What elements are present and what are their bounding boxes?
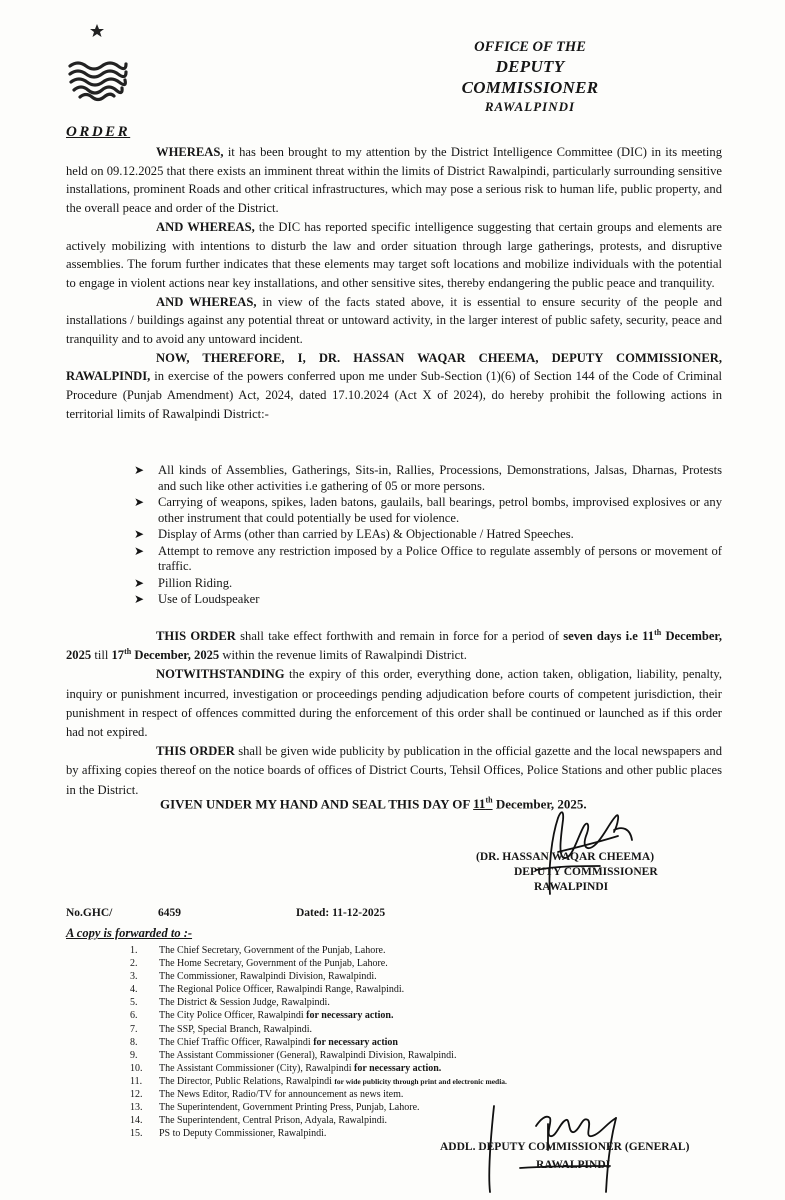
arrow-bullet-icon: ➤ [134,463,145,477]
punjab-emblem-icon [66,22,128,102]
prohibition-item: ➤ Carrying of weapons, spikes, laden batons, gaulails, ball bearings, petrol bombs, improvised explosives or any other instrument that could potentially be used for violence. [134,495,722,525]
distribution-item: 15. PS to Deputy Commissioner, Rawalpindi. [130,1128,327,1140]
paragraph-whereas-1 [66,143,722,218]
prohibition-item: ➤ All kinds of Assemblies, Gatherings, Sits-in, Rallies, Processions, Demonstrations, Jalsas, Dharnas, Protests and such like other activities i.e gathering of 05 or more persons. [134,463,722,493]
paragraph-lead: AND WHEREAS, [156,294,257,309]
distribution-item: 1. The Chief Secretary, Government of the Punjab, Lahore. [130,945,386,956]
distribution-item: 14. The Superintendent, Central Prison, Adyala, Rawalpindi. [130,1115,388,1127]
order-operative [66,627,722,800]
order-preamble [66,143,722,424]
paragraph-whereas-2 [66,218,722,293]
addl-designation: ADDL. DEPUTY COMMISSIONER (GENERAL) [440,1141,690,1153]
arrow-bullet-icon: ➤ [134,495,145,509]
distribution-item: 6. The City Police Officer, Rawalpindi for necessary action. [130,1010,394,1022]
paragraph-whereas-3 [66,293,722,349]
copy-forwarded-title: A copy is forwarded to :- [66,926,193,940]
paragraph-publicity: THIS ORDER shall be given wide publicity by publication in the official gazette and the local newspapers and by affixing copies thereof on the notice boards of offices of District Courts, Tehsil Offices, Police Stations and other public places in the District. [66,744,723,797]
arrow-bullet-icon: ➤ [134,527,145,541]
distribution-item: 2. The Home Secretary, Government of the Punjab, Lahore. [130,958,388,970]
signatory-block [476,850,706,895]
paragraph-lead: WHEREAS, [156,145,224,159]
paragraph-lead: AND WHEREAS, [156,219,255,234]
office-location: RAWALPINDI [484,98,576,114]
prohibition-list [130,463,722,609]
order-title: ORDER [66,124,131,140]
addl-signatory-block [440,1138,740,1174]
given-under-hand: GIVEN UNDER MY HAND AND SEAL THIS DAY OF 11th December, 2025. [160,796,587,812]
arrow-bullet-icon: ➤ [134,592,145,606]
office-heading [430,38,630,115]
distribution-item: 5. The District & Session Judge, Rawalpindi. [130,997,330,1009]
office-title: DEPUTY COMMISSIONER [461,57,599,98]
prohibition-item: ➤ Display of Arms (other than carried by LEAs) & Objectionable / Hatred Speeches. [134,527,574,541]
reference-date: Dated: 11-12-2025 [296,907,386,919]
signatory-place: RAWALPINDI [534,881,609,893]
prohibition-item: ➤ Attempt to remove any restriction imposed by a Police Office to regulate assembly of persons or movement of traffic. [134,543,722,573]
paragraph-text: the DIC has reported specific intelligence suggesting that certain groups and elements are actively mobilizing with intentions to disturb the law and order situation through large gatherings, protests, and disruptive assemblies. The forum further indicates that these elements may target soft locations and mobilize individuals with the potential to engage in violent actions near key installations, and other sensitive sites, thereby endangering the public peace and tranquility. [66,219,722,290]
paragraph-therefore [66,349,722,424]
paragraph-effect: THIS ORDER shall take effect forthwith and remain in force for a period of seven days i.e 11th December, 2025 till 17th December, 2025 within the revenue limits of Rawalpindi District. [66,627,722,663]
distribution-item: 3. The Commissioner, Rawalpindi Division, Rawalpindi. [130,971,377,983]
signatory-name: (DR. HASSAN WAQAR CHEEMA) [476,851,655,863]
office-line: OFFICE OF THE [474,39,586,55]
reference-number: 6459 [158,907,181,919]
distribution-item: 11. The Director, Public Relations, Rawalpindi for wide publicity through print and electronic media. [130,1075,507,1087]
reference-number-label: No.GHC/ [66,907,113,919]
distribution-item: 13. The Superintendent, Government Printing Press, Punjab, Lahore. [130,1102,420,1114]
addl-place: RAWALPINDI [536,1159,611,1171]
distribution-item: 12. The News Editor, Radio/TV for announcement as news item. [130,1089,404,1101]
distribution-item: 9. The Assistant Commissioner (General), Rawalpindi Division, Rawalpindi. [130,1049,457,1061]
prohibition-item: ➤ Pillion Riding. [134,575,233,590]
arrow-bullet-icon: ➤ [134,575,145,590]
distribution-item: 10. The Assistant Commissioner (City), Rawalpindi for necessary action. [130,1062,442,1074]
prohibition-item: ➤ Use of Loudspeaker [134,592,260,606]
distribution-item: 4. The Regional Police Officer, Rawalpindi Range, Rawalpindi. [130,984,405,996]
paragraph-notwithstanding: NOTWITHSTANDING the expiry of this order, everything done, action taken, obligation, liability, penalty, inquiry or punishment incurred, investigation or proceedings pending adjudication before courts of competent jurisdiction, their punishment in respect of offences committed during the enforcement of this order shall be continued or launched as if this order had not expired. [66,667,722,740]
paragraph-text: in view of the facts stated above, it is essential to ensure security of the people and installations / buildings against any potential threat or untoward activity, in the larger interest of public safety, security, peace and tranquility and to avoid any untoward incident. [66,294,722,347]
paragraph-text: it has been brought to my attention by the District Intelligence Committee (DIC) in its meeting held on 09.12.2025 that there exists an imminent threat within the limits of District Rawalpindi, particularly surrounding sensitive installations, prominent Roads and other critical infrastructures, which may pose a serious risk to human life, public property, and the overall peace and order of the District. [66,145,722,216]
signatory-designation: DEPUTY COMMISSIONER [514,866,658,878]
paragraph-lead: NOW, THEREFORE, I, DR. HASSAN WAQAR CHEEMA, DEPUTY COMMISSIONER, RAWALPINDI, [66,350,722,384]
paragraph-text: in exercise of the powers conferred upon me under Sub-Section (1)(6) of Section 144 of the Code of Criminal Procedure (Punjab Amendment) Act, 2024, dated 17.10.2024 (Act X of 2024), do hereby prohibit the following actions in territorial limits of Rawalpindi District:- [66,369,722,421]
arrow-bullet-icon: ➤ [134,543,145,558]
distribution-item: 7. The SSP, Special Branch, Rawalpindi. [130,1023,313,1035]
distribution-item: 8. The Chief Traffic Officer, Rawalpindi for necessary action [130,1036,398,1048]
